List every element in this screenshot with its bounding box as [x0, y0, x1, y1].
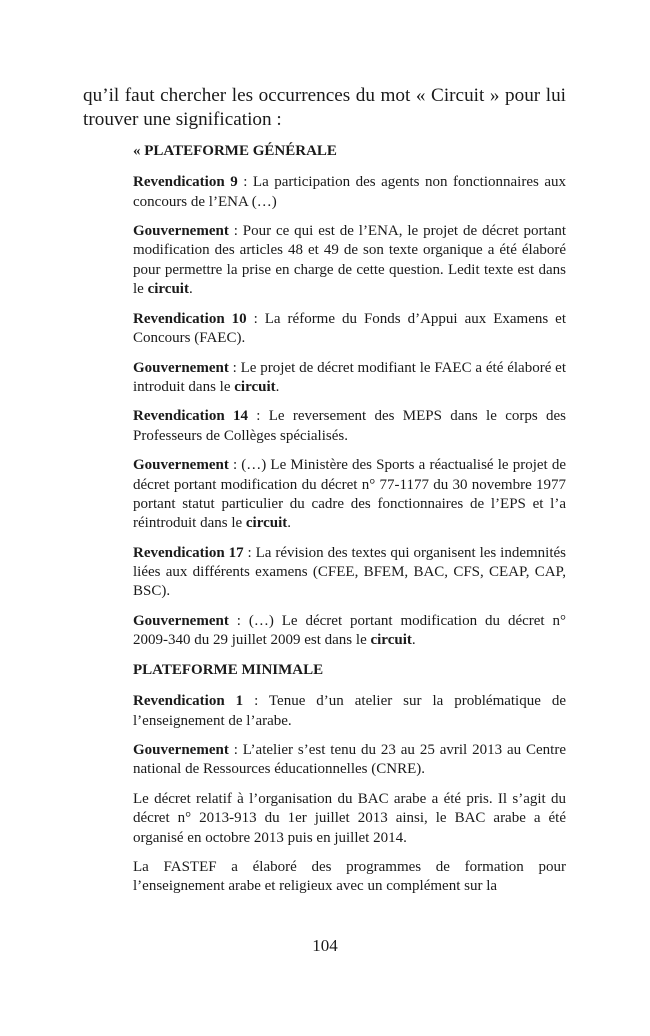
text: : Le reversement des MEPS dans le corps des Professeurs de Collèges spécialisés. — [133, 408, 566, 444]
bold-text: Gouvernement — [133, 359, 229, 376]
paragraph — [133, 790, 566, 848]
text: . — [411, 632, 416, 649]
intro-paragraph: qu’il faut chercher les occurrences du mot « Circuit » pour lui trouver une signification : — [83, 85, 566, 130]
text: : La participation des agents non fonctionnaires aux concours de l’ENA (…) — [133, 174, 566, 210]
paragraph — [133, 544, 566, 602]
bold-text: circuit — [147, 281, 189, 298]
text: . — [188, 281, 193, 298]
text: La FASTEF a élaboré des programmes de formation pour l’enseignement arabe et religieux avec un complément sur la — [133, 859, 566, 895]
paragraph — [133, 858, 566, 897]
text: . — [287, 515, 292, 532]
text: : (…) Le Ministère des Sports a réactualisé le projet de décret portant modification du décret n° 77-1177 du 30 novembre 1977 portant statut particulier du cadre des fonctionnaires de l’EPS et l’a réintroduit dans le — [133, 457, 566, 532]
paragraph — [133, 359, 566, 398]
paragraph — [133, 692, 566, 731]
text: : Le projet de décret modifiant le FAEC a été élaboré et introduit dans le — [133, 359, 566, 395]
heading-plateforme-minimale: PLATEFORME MINIMALE — [133, 661, 324, 678]
text: . — [275, 378, 280, 395]
bold-text: Revendication 10 — [133, 310, 247, 327]
paragraph — [133, 310, 566, 349]
paragraph — [133, 456, 566, 533]
text: : La réforme du Fonds d’Appui aux Examens et Concours (FAEC). — [133, 310, 566, 346]
bold-text: circuit — [370, 632, 412, 649]
text: Le décret relatif à l’organisation du BAC arabe a été pris. Il s’agit du décret n° 2013-913 du 1er juillet 2013 ainsi, le BAC arabe a été organisé en octobre 2013 puis en juillet 2014. — [133, 790, 566, 846]
bold-text: Gouvernement — [133, 613, 229, 630]
bold-text: circuit — [234, 378, 276, 395]
section-minimale — [133, 692, 566, 897]
paragraph — [133, 222, 566, 299]
text: : Pour ce qui est de l’ENA, le projet de décret portant modification des articles 48 et 49 de son texte organique a été élaboré pour permettre la prise en charge de cette question. Ledit texte est dans le — [133, 223, 566, 298]
text: : Tenue d’un atelier sur la problématique de l’enseignement de l’arabe. — [133, 693, 566, 729]
bold-text: circuit — [245, 515, 288, 532]
bold-text: Gouvernement — [133, 457, 229, 474]
quoted-block — [133, 142, 566, 907]
heading-plateforme-generale: « PLATEFORME GÉNÉRALE — [133, 143, 337, 159]
bold-text: Gouvernement — [133, 742, 229, 759]
bold-text: Revendication 1 — [133, 693, 244, 710]
paragraph — [133, 612, 566, 651]
bold-text: Revendication 14 — [133, 408, 248, 425]
text: : (…) Le décret portant modification du décret n° 2009-340 du 29 juillet 2009 est dans le — [133, 613, 566, 649]
bold-text: Gouvernement — [133, 223, 229, 240]
section-generale — [133, 173, 566, 650]
paragraph — [133, 407, 566, 446]
page-number: 104 — [312, 936, 338, 955]
paragraph — [133, 741, 566, 780]
paragraph — [133, 173, 566, 212]
bold-text: Revendication 9 — [133, 174, 238, 191]
text: : L’atelier s’est tenu du 23 au 25 avril 2013 au Centre national de Ressources éducationnelles (CNRE). — [133, 742, 566, 778]
text: : La révision des textes qui organisent les indemnités liées aux différents examens (CFEE, BFEM, BAC, CFS, CEAP, CAP, BSC). — [133, 544, 566, 600]
bold-text: Revendication 17 — [133, 544, 244, 561]
